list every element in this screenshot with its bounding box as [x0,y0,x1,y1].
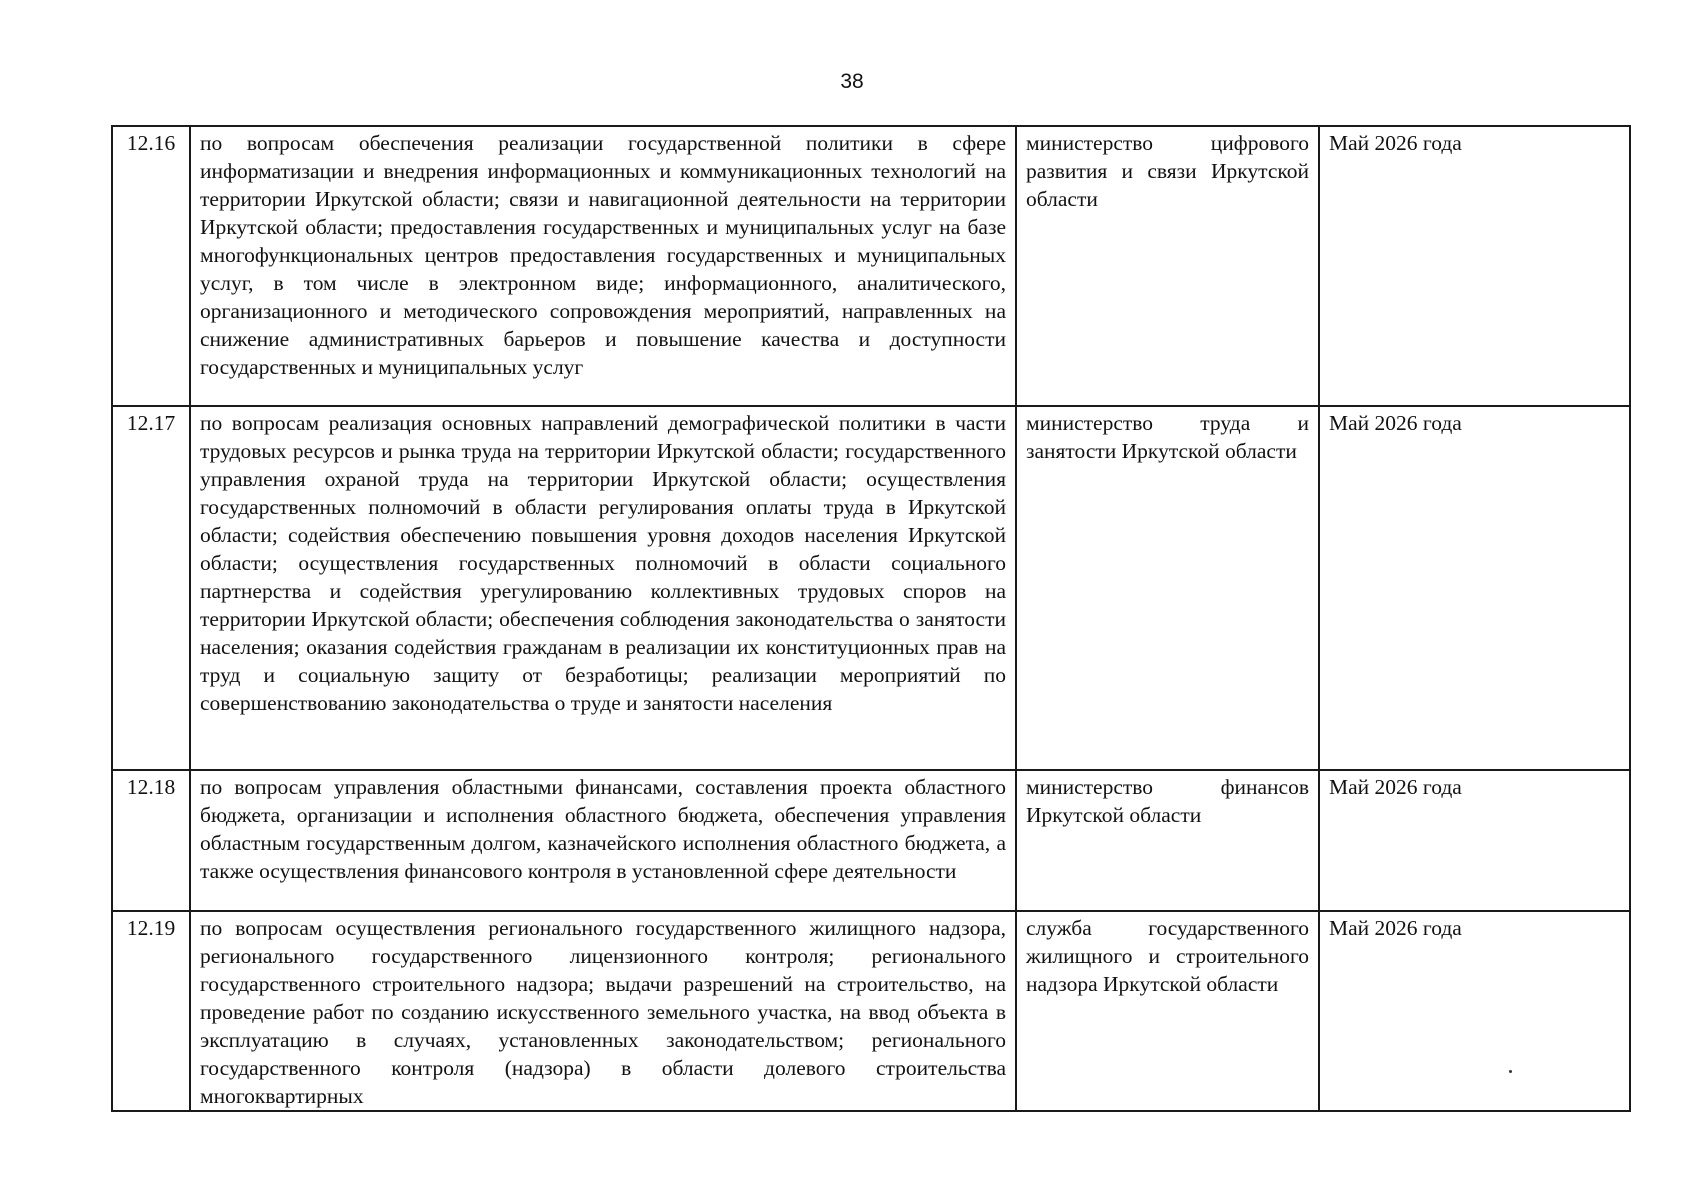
row-executor: министерство финансов Иркутской области [1016,770,1319,911]
row-number: 12.16 [112,126,190,406]
plan-table [111,125,1631,1112]
row-executor: министерство цифрового развития и связи Иркутской области [1016,126,1319,406]
row-number: 12.19 [112,911,190,1111]
row-description: по вопросам осуществления регионального государственного жилищного надзора, регионального государственного лицензионного контроля; регионального государственного строительного надзора; выдачи разрешений на строительство, на проведение работ по созданию искусственного земельного участка, на ввод объекта в эксплуатацию в случаях, установленных законодательством; регионального государственного контроля (надзора) в области долевого строительства многоквартирных [190,911,1016,1111]
row-number: 12.17 [112,406,190,770]
row-executor: министерство труда и занятости Иркутской области [1016,406,1319,770]
page-number: 38 [840,70,864,93]
row-description: по вопросам обеспечения реализации государственной политики в сфере информатизации и внедрения информационных и коммуникационных технологий на территории Иркутской области; связи и навигационной деятельности на территории Иркутской области; предоставления государственных и муниципальных услуг на базе многофункциональных центров предоставления государственных и муниципальных услуг, в том числе в электронном виде; информационного, аналитического, организационного и методического сопровождения мероприятий, направленных на снижение административных барьеров и повышение качества и доступности государственных и муниципальных услуг [190,126,1016,406]
row-number: 12.18 [112,770,190,911]
table-row [112,911,1630,1111]
row-deadline: Май 2026 года [1319,406,1630,770]
row-description: по вопросам управления областными финансами, составления проекта областного бюджета, организации и исполнения областного бюджета, обеспечения управления областным государственным долгом, казначейского исполнения областного бюджета, а также осуществления финансового контроля в установленной сфере деятельности [190,770,1016,911]
table-row [112,770,1630,911]
row-deadline: Май 2026 года [1319,911,1630,1111]
row-description: по вопросам реализация основных направлений демографической политики в части трудовых ресурсов и рынка труда на территории Иркутской области; государственного управления охраной труда на территории Иркутской области; осуществления государственных полномочий в области регулирования оплаты труда в Иркутской области; содействия обеспечению повышения уровня доходов населения Иркутской области; осуществления государственных полномочий в области социального партнерства и содействия урегулированию коллективных трудовых споров на территории Иркутской области; обеспечения соблюдения законодательства о занятости населения; оказания содействия гражданам в реализации их конституционных прав на труд и социальную защиту от безработицы; реализации мероприятий по совершенствованию законодательства о труде и занятости населения [190,406,1016,770]
row-deadline: Май 2026 года [1319,770,1630,911]
table-row [112,406,1630,770]
scan-speck [1509,1070,1512,1073]
row-deadline: Май 2026 года [1319,126,1630,406]
table-row [112,126,1630,406]
row-executor: служба государственного жилищного и строительного надзора Иркутской области [1016,911,1319,1111]
